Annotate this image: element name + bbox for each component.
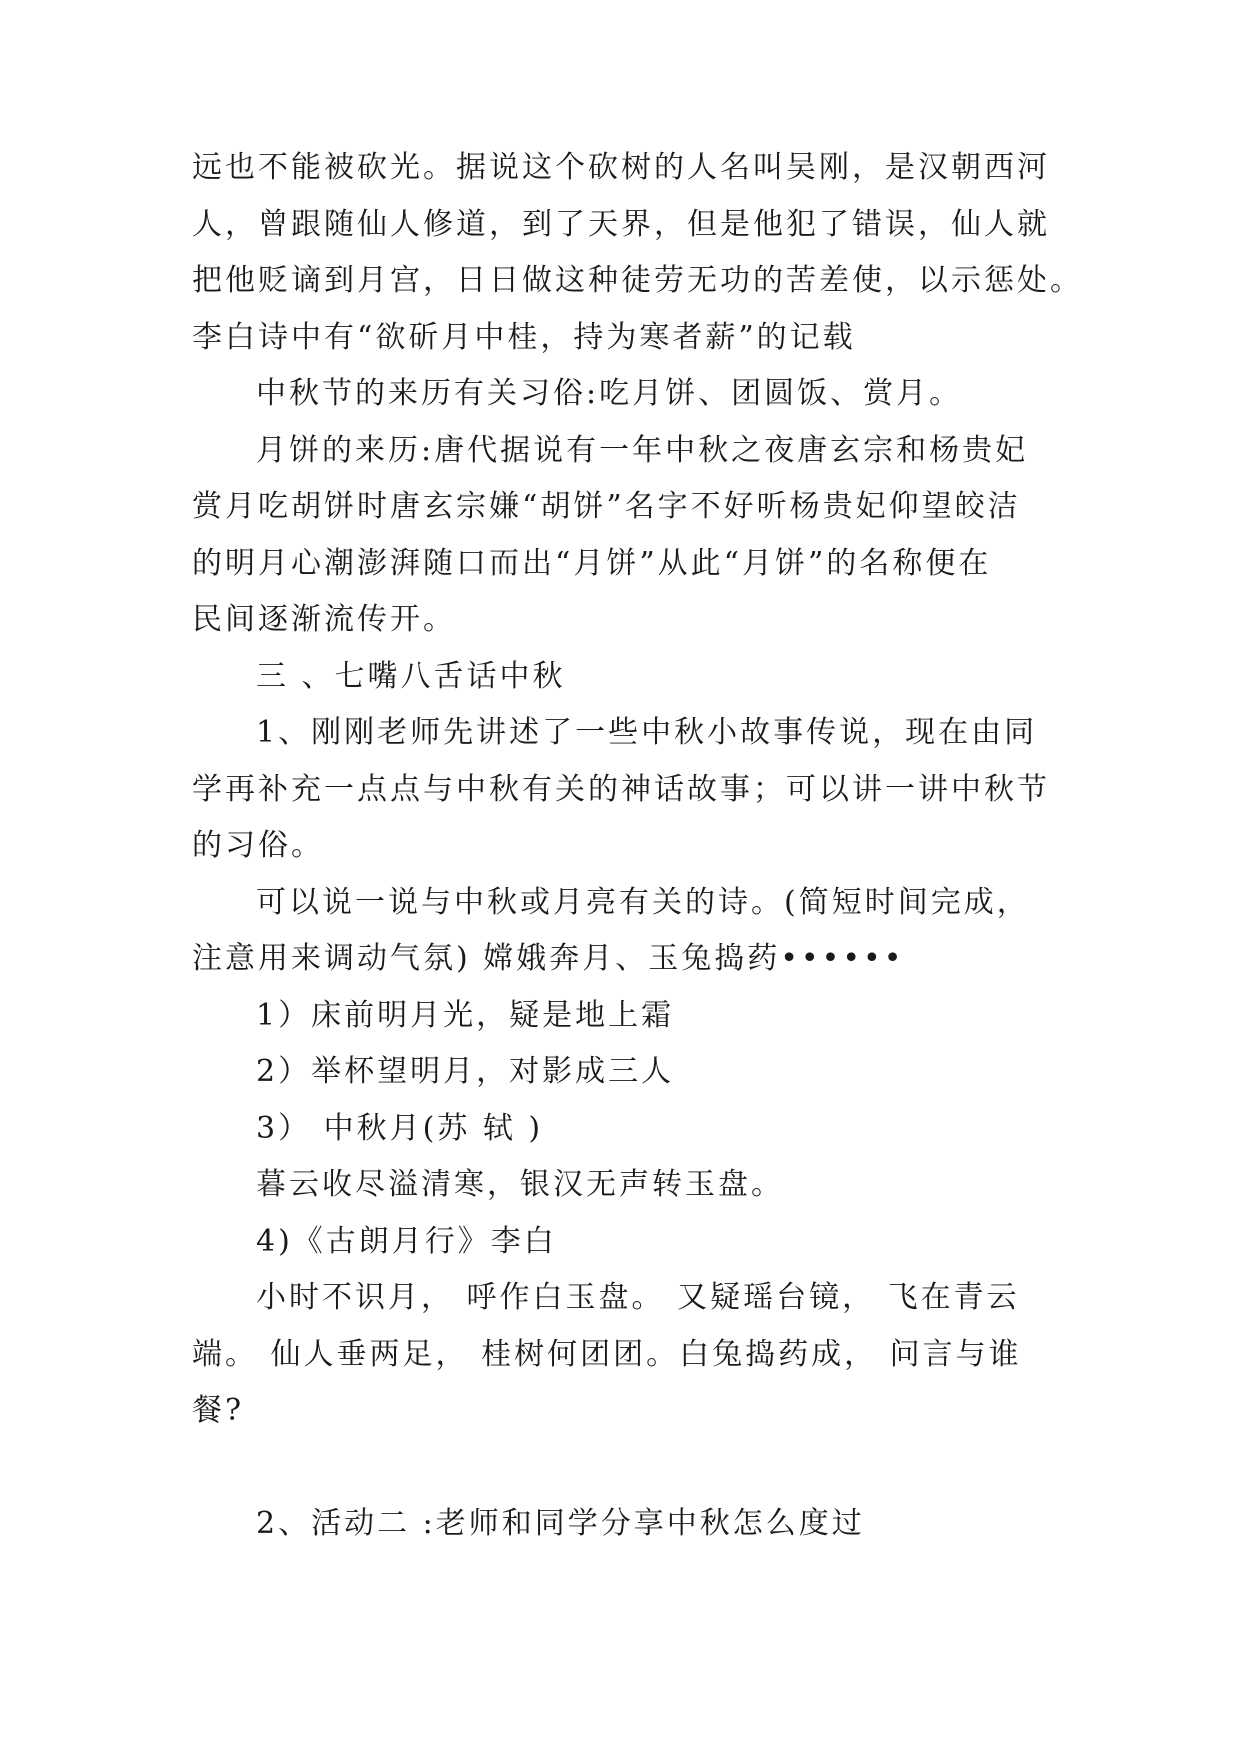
poem-line: 暮云收尽溢清寒，银汉无声转玉盘。 (256, 1167, 784, 1202)
text-line: 注意用来调动气氛) 嫦娥奔月、玉兔捣药•••••• (192, 941, 905, 976)
text-line: 的习俗。 (192, 828, 324, 863)
poem-line: 餐? (192, 1393, 245, 1428)
poem-line: 1）床前明月光，疑是地上霜 (256, 997, 675, 1033)
text-line: 人，曾跟随仙人修道，到了天界，但是他犯了错误，仙人就 (192, 206, 1050, 242)
text-line: 民间逐渐流传开。 (192, 602, 456, 637)
poem-title: 4)《古朗月行》李白 (256, 1223, 557, 1259)
text-line: 1、刚刚老师先讲述了一些中秋小故事传说，现在由同 (256, 715, 1038, 750)
section-heading: 三 、七嘴八舌话中秋 (256, 658, 566, 694)
text-line: 可以说一说与中秋或月亮有关的诗。(简短时间完成， (256, 884, 1030, 920)
text-line: 的明月心潮澎湃随口而出“月饼”从此“月饼”的名称便在 (192, 545, 992, 581)
text-line: 赏月吃胡饼时唐玄宗嫌“胡饼”名字不好听杨贵妃仰望皎洁 (192, 489, 1021, 524)
text-line: 把他贬谪到月宫，日日做这种徒劳无功的苦差使，以示惩处。 (192, 263, 1083, 298)
text-line: 李白诗中有“欲斫月中桂，持为寒者薪”的记载 (192, 319, 856, 355)
poem-line: 2）举杯望明月，对影成三人 (256, 1054, 675, 1089)
text-line: 中秋节的来历有关习俗:吃月饼、团圆饭、赏月。 (256, 376, 963, 411)
text-line: 远也不能被砍光。据说这个砍树的人名叫吴刚，是汉朝西河 (192, 150, 1050, 185)
poem-line: 小时不识月， 呼作白玉盘。 又疑瑶台镜， 飞在青云 (256, 1280, 1020, 1315)
body-text (192, 140, 1083, 1553)
poem-title: 3） 中秋月(苏 轼 ) (256, 1110, 544, 1146)
text-line: 学再补充一点点与中秋有关的神话故事；可以讲一讲中秋节 (192, 771, 1050, 807)
text-line: 月饼的来历:唐代据说有一年中秋之夜唐玄宗和杨贵妃 (256, 432, 1029, 468)
text-line: 2、活动二 :老师和同学分享中秋怎么度过 (256, 1506, 865, 1541)
blank-line (192, 1440, 1052, 1497)
poem-line: 端。 仙人垂两足， 桂树何团团。白兔捣药成， 问言与谁 (192, 1336, 1022, 1372)
